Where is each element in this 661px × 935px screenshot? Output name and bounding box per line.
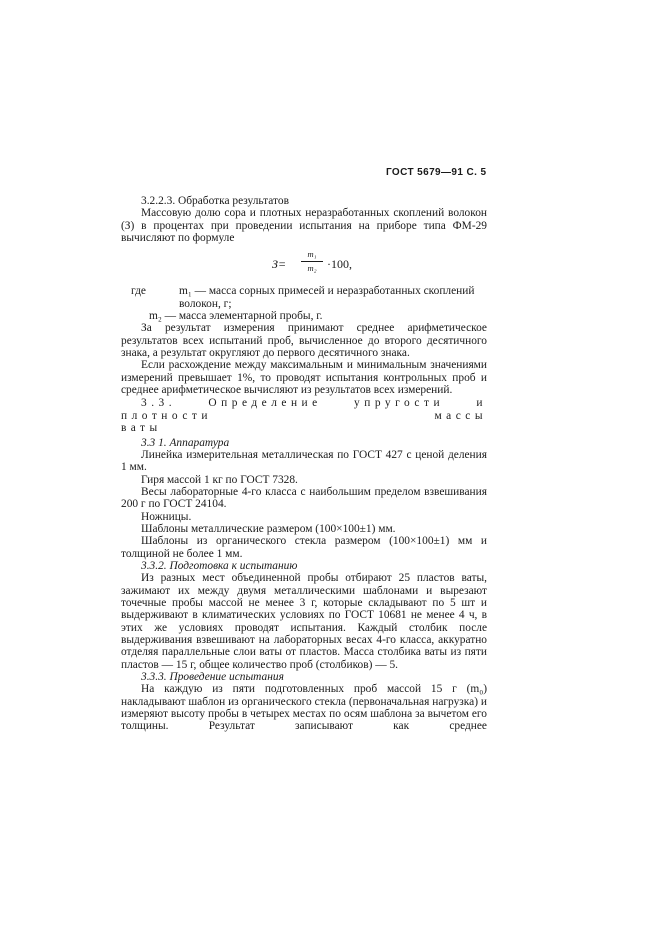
- section-33-title: 3.3. Определение упругости и плотности массы: [121, 397, 487, 422]
- section-333-title: 3.3.3. Проведение испытания: [141, 671, 284, 684]
- section-331-title: 3.3 1. Аппаратура: [141, 436, 230, 449]
- formula-fraction: [301, 248, 323, 274]
- apparatus-4: Ножницы.: [141, 510, 192, 523]
- paragraph-1: Массовую долю сора и плотных неразработанных скоплений волокон (З) в процентах при проведении испытания на приборе типа ФМ-29 вычисляют по формуле: [121, 207, 487, 245]
- paragraph-3: Если расхождение между максимальным и минимальным значениями измерений превышает 1%, то проводят испытания контрольных проб и среднее арифметическое вычисляют из результатов всех измерений.: [121, 359, 487, 397]
- formula-rhs: ·100,: [327, 257, 352, 272]
- m1-definition-cont: волокон, г;: [179, 297, 232, 310]
- page-header: ГОСТ 5679—91 С. 5: [386, 167, 487, 178]
- section-332-title: 3.3.2. Подготовка к испытанию: [141, 559, 298, 572]
- apparatus-2: Гиря массой 1 кг по ГОСТ 7328.: [141, 473, 298, 486]
- where-line-1: [121, 285, 487, 297]
- apparatus-1: Линейка измерительная металлическая по ГОСТ 427 с ценой деления 1 мм.: [121, 448, 487, 474]
- m1-definition: m₁ — масса сорных примесей и неразработанных скоплений: [179, 285, 475, 298]
- formula-denominator: m₂: [307, 262, 317, 273]
- formula: [121, 246, 487, 284]
- where-label: где: [131, 285, 146, 298]
- paragraph-2: За результат измерения принимают среднее арифметическое результатов всех испытаний проб, вычисленное до второго десятичного знака, а результат округляют до первого десятичного знака.: [121, 322, 487, 360]
- apparatus-6: Шаблоны из органического стекла размером (100×100±1) мм и толщиной не более 1 мм.: [121, 535, 487, 560]
- m2-definition: m₂ — масса элементарной пробы, г.: [149, 310, 323, 323]
- preparation-text: Из разных мест объединенной пробы отбирают 25 пластов ваты, зажимают их между двумя металлическими шаблонами и вырезают точечные пробы массой не менее 3 г, которые складывают по 5 шт и выдерживают в климатических условиях по ГОСТ 10681 не менее 4 ч, в этих же условиях проводят испытания. Каждый столбик после выдерживания взвешивают на лабораторных весах 4-го класса, аккуратно отделяя параллельные слои ваты от пластов. Масса столбика ваты из пяти пластов — 15 г, общее количество проб (столбиков) — 5.: [121, 572, 487, 671]
- formula-numerator: m₁: [301, 248, 323, 261]
- formula-lhs: З=: [272, 257, 287, 272]
- apparatus-3: Весы лабораторные 4-го класса с наибольшим пределом взвешивания 200 г по ГОСТ 24104.: [121, 485, 487, 511]
- section-33-title-cont: ваты: [121, 422, 162, 435]
- document-body: [121, 195, 487, 733]
- test-text: На каждую из пяти подготовленных проб массой 15 г (m₀) накладывают шаблон из органического стекла (первоначальная нагрузка) и измеряют высоту пробы в четырех местах по осям шаблона за вычетом его толщины. Результат записывают как среднее: [121, 683, 487, 733]
- section-3223-title: 3.2.2.3. Обработка результатов: [141, 195, 289, 207]
- apparatus-5: Шаблоны металлические размером (100×100±1) мм.: [141, 522, 396, 535]
